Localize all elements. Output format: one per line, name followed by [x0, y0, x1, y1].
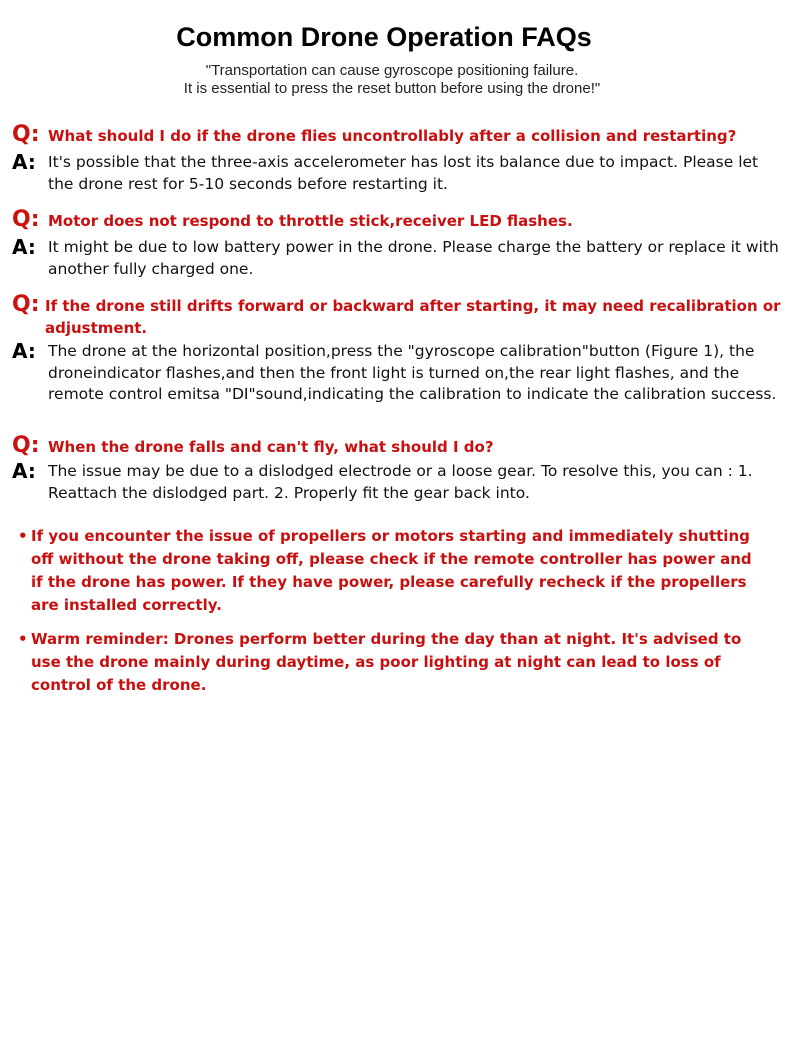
question-text: Motor does not respond to throttle stick,receiver LED flashes.: [48, 212, 573, 230]
question-text: What should I do if the drone flies uncontrollably after a collision and restarting?: [48, 127, 737, 145]
faq-answer-3: [12, 341, 784, 406]
question-marker: Q:: [12, 122, 40, 147]
question-marker: Q:: [12, 433, 40, 458]
note-text: Warm reminder: Drones perform better during the day than at night. It's advised to use the drone mainly during daytime, as poor lighting at night can lead to loss of control of the drone.: [31, 630, 742, 694]
answer-text: The issue may be due to a dislodged electrode or a loose gear. To resolve this, you can : 1. Reattach the dislodged part. 2. Properly fit the gear back into.: [48, 462, 753, 502]
question-marker: Q:: [12, 292, 40, 317]
answer-marker: A:: [12, 150, 36, 174]
bullet-icon: •: [18, 630, 28, 648]
bullet-icon: •: [18, 527, 28, 545]
answer-marker: A:: [12, 339, 36, 363]
answer-marker: A:: [12, 235, 36, 259]
question-marker: Q:: [12, 207, 40, 232]
question-text: If the drone still drifts forward or backward after starting, it may need recalibration or adjustment.: [45, 297, 781, 337]
note-text: If you encounter the issue of propellers or motors starting and immediately shutting off without the drone taking off, please check if the remote controller has power and if the drone has power. If they have power, please carefully recheck if the propellers are installed correctly.: [31, 527, 752, 614]
answer-marker: A:: [12, 459, 36, 483]
subtitle-line-1: "Transportation can cause gyroscope positioning failure.: [205, 62, 579, 79]
faq-question-1: [12, 122, 784, 147]
faq-question-4: [12, 433, 784, 458]
answer-text: The drone at the horizontal position,press the "gyroscope calibration"button (Figure 1), the droneindicator flashes,and then the front light is turned on,the rear light flashes, and the remote control emitsa "DI"sound,indicating the calibration to indicate the calibration success.: [48, 342, 777, 403]
answer-text: It might be due to low battery power in the drone. Please charge the battery or replace it with another fully charged one.: [48, 238, 779, 278]
faq-answer-1: [12, 152, 784, 195]
page-title: Common Drone Operation FAQs: [176, 22, 592, 52]
page-subtitle: [0, 62, 784, 98]
faq-question-2: [12, 207, 784, 232]
answer-text: It's possible that the three-axis accelerometer has lost its balance due to impact. Please let the drone rest for 5-10 seconds before restarting it.: [48, 153, 759, 193]
faq-answer-2: [12, 237, 784, 280]
faq-question-3: [12, 292, 784, 339]
note-propellers: [18, 525, 768, 617]
question-text: When the drone falls and can't fly, what should I do?: [48, 438, 494, 456]
note-warm-reminder: [18, 628, 768, 697]
subtitle-line-2: It is essential to press the reset button before using the drone!": [183, 80, 601, 97]
faq-answer-4: [12, 461, 784, 504]
